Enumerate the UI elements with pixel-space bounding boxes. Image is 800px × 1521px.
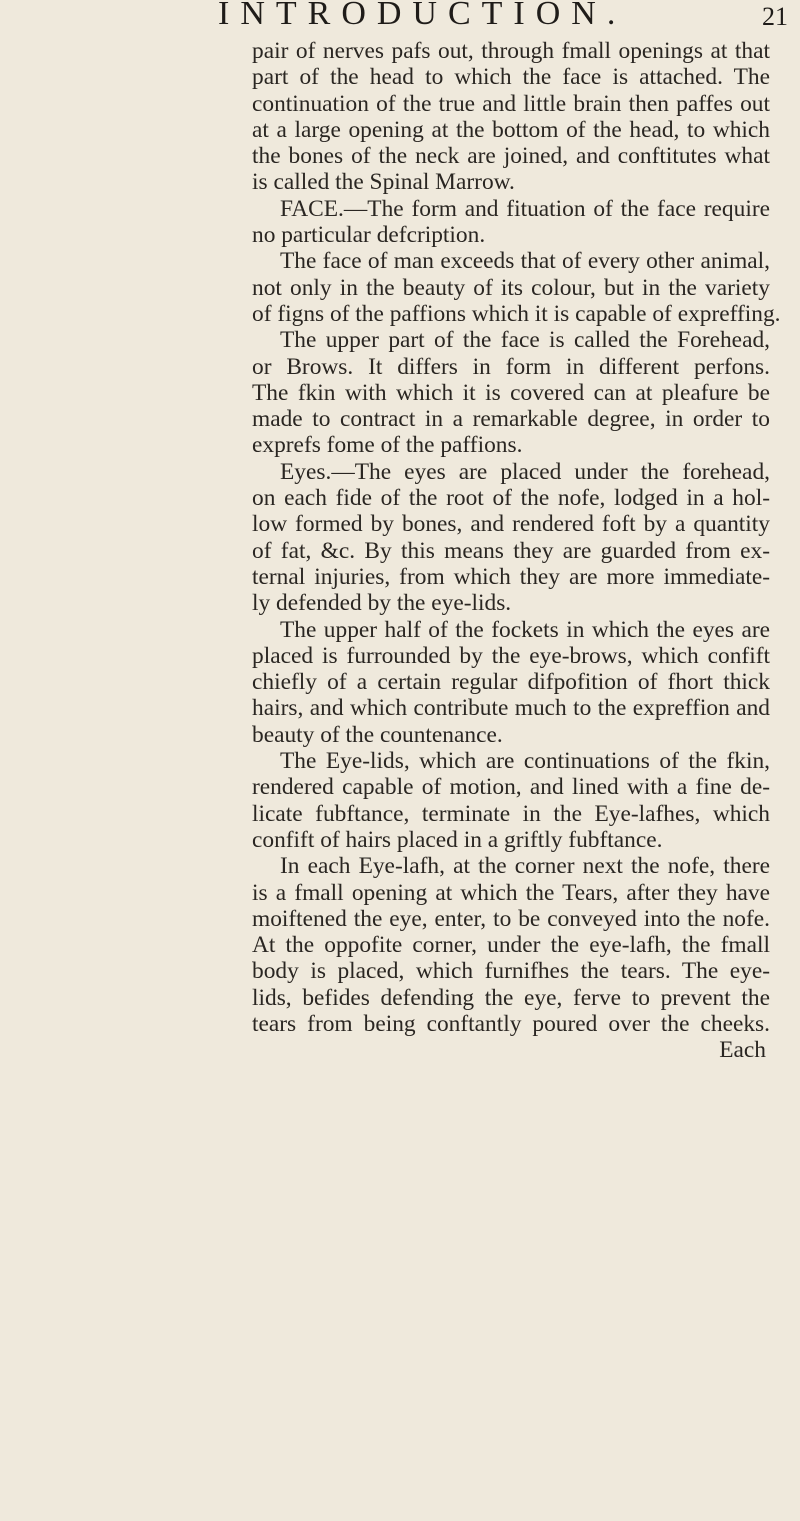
text-line: ly defended by the eye-lids. (252, 590, 512, 617)
text-line: FACE.—The form and fituation of the face require (280, 195, 770, 222)
text-line: is a fmall opening at which the Tears, after they have (252, 879, 770, 906)
text-line: low formed by bones, and rendered foft by a quantity (252, 511, 770, 538)
body-text (252, 38, 781, 1064)
text-line: made to contract in a remarkable degree, in order to (252, 406, 770, 433)
text-line: beauty of the countenance. (252, 721, 503, 748)
text-line: not only in the beauty of its colour, but in the variety (252, 274, 770, 301)
text-line: placed is furrounded by the eye-brows, which confift (252, 642, 770, 669)
text-line: of figns of the paffions which it is capable of expreffing. (252, 300, 781, 327)
page-number: 21 (762, 2, 788, 31)
running-head (0, 0, 800, 34)
text-line: The fkin with which it is covered can at pleafure be (252, 379, 770, 406)
text-line: In each Eye-lafh, at the corner next the nofe, there (280, 853, 770, 880)
text-line: of fat, &c. By this means they are guarded from ex- (252, 537, 770, 564)
text-line: tears from being conftantly poured over the cheeks. (252, 1010, 770, 1037)
text-line: The upper half of the fockets in which the eyes are (280, 616, 770, 643)
text-line: exprefs fome of the paffions. (252, 432, 523, 459)
text-line: lids, befides defending the eye, ferve to prevent the (252, 984, 770, 1011)
text-line: The upper part of the face is called the Forehead, (280, 327, 770, 354)
text-line: hairs, and which contribute much to the expreffion and (252, 695, 770, 722)
text-line: is called the Spinal Marrow. (252, 169, 515, 196)
text-line: continuation of the true and little brain then paffes out (252, 90, 770, 117)
text-line: Each (719, 1037, 766, 1064)
text-line: moiftened the eye, enter, to be conveyed into the nofe. (252, 905, 770, 932)
text-line: the bones of the neck are joined, and conftitutes what (252, 143, 770, 170)
text-line: part of the head to which the face is attached. The (252, 64, 770, 91)
running-title: INTRODUCTION. (218, 0, 627, 32)
text-line: Eyes.—The eyes are placed under the forehead, (280, 458, 770, 485)
text-line: body is placed, which furnifhes the tears. The eye- (252, 958, 770, 985)
text-line: pair of nerves pafs out, through fmall openings at that (252, 38, 770, 64)
text-line: The face of man exceeds that of every other animal, (280, 248, 770, 275)
text-line: no particular defcription. (252, 222, 486, 249)
text-line: ternal injuries, from which they are more immediate- (252, 563, 770, 590)
text-line: confift of hairs placed in a griftly fubftance. (252, 826, 663, 853)
text-line: licate fubftance, terminate in the Eye-lafhes, which (252, 800, 770, 827)
text-line: chiefly of a certain regular difpofition of fhort thick (252, 669, 770, 696)
text-line: The Eye-lids, which are continuations of the fkin, (280, 748, 770, 775)
text-line: at a large opening at the bottom of the head, to which (252, 116, 770, 143)
text-line: At the oppofite corner, under the eye-lafh, the fmall (252, 932, 770, 959)
text-line: or Brows. It differs in form in different perfons. (252, 353, 770, 380)
text-line: on each fide of the root of the nofe, lodged in a hol- (252, 485, 770, 512)
text-line: rendered capable of motion, and lined with a fine de- (252, 774, 770, 801)
